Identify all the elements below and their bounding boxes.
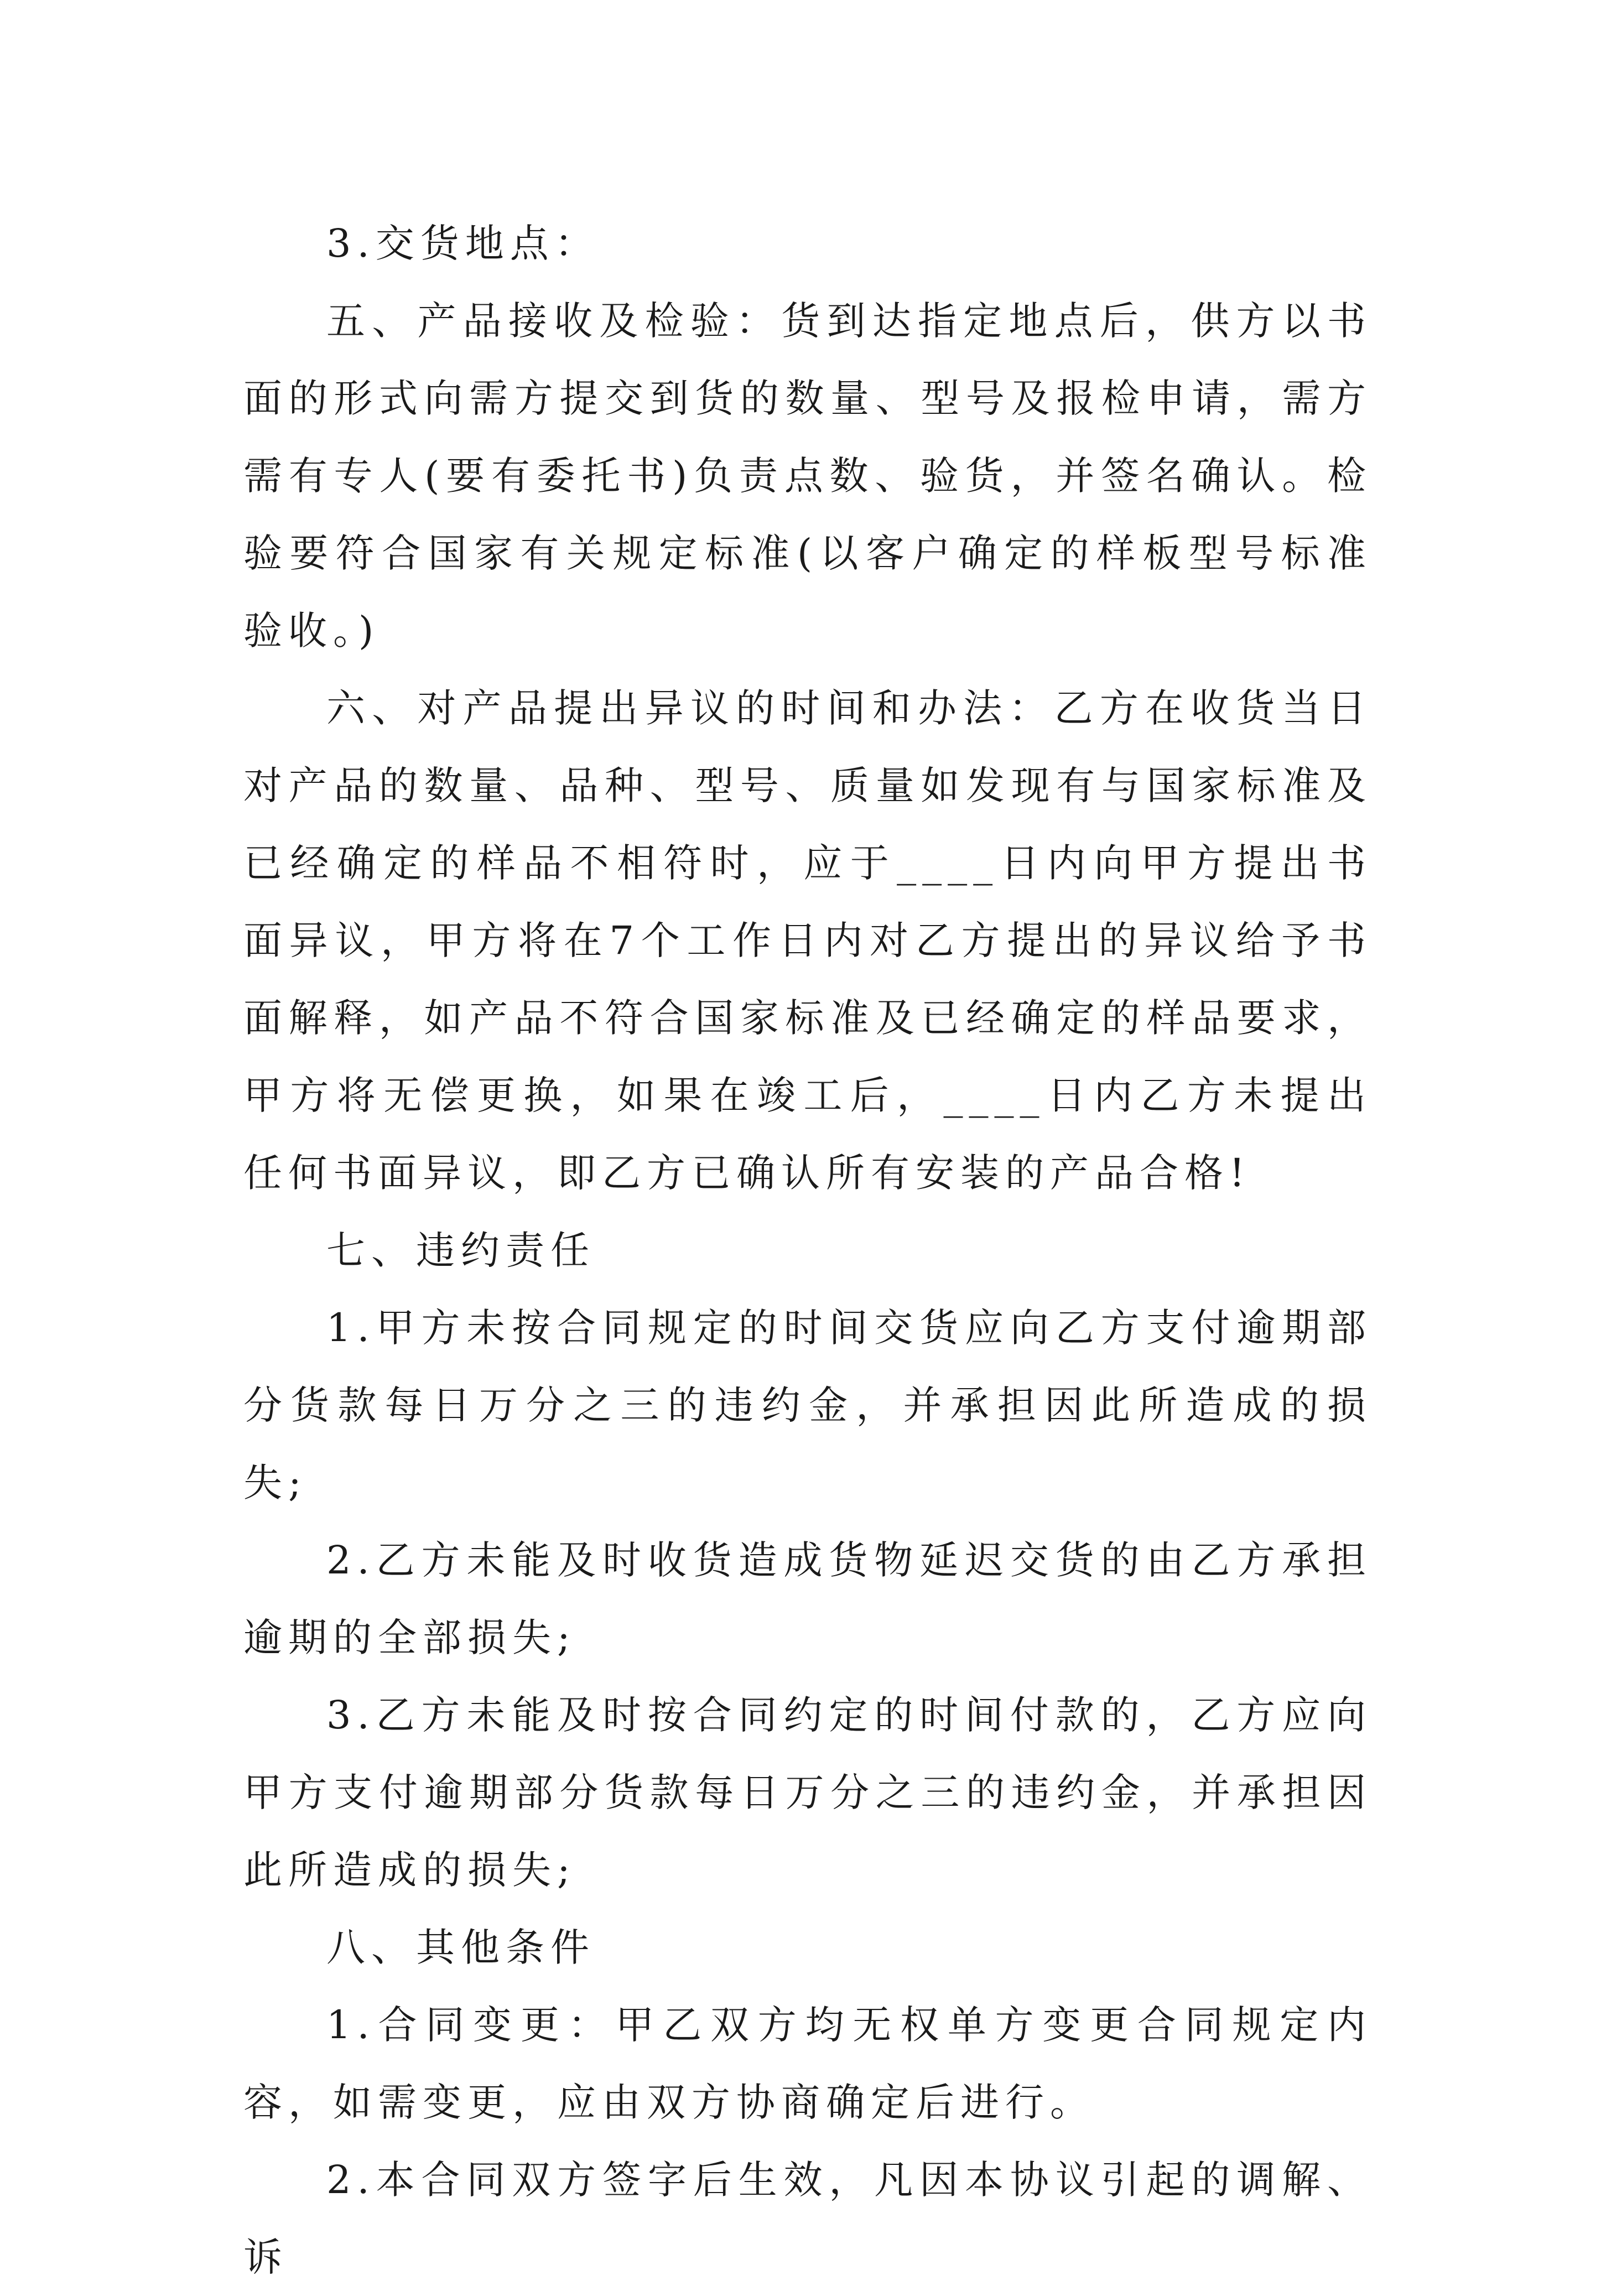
paragraph-breach-item-2: 2.乙方未能及时收货造成货物延迟交货的由乙方承担逾期的全部损失; bbox=[243, 1537, 1372, 1660]
paragraph-other-item-1: 1.合同变更：甲乙双方均无权单方变更合同规定内容，如需变更，应由双方协商确定后进行。 bbox=[243, 2002, 1372, 2125]
contract-body bbox=[243, 205, 1372, 2296]
section-heading-other-terms: 八、其他条件 bbox=[326, 1925, 595, 1970]
paragraph-breach-item-1: 1.甲方未按合同规定的时间交货应向乙方支付逾期部分货款每日万分之三的违约金，并承担因此所造成的损失; bbox=[243, 1305, 1372, 1505]
paragraph-objection-procedure: 六、对产品提出异议的时间和办法：乙方在收货当日对产品的数量、品种、型号、质量如发现有与国家标准及已经确定的样品不相符时，应于____日内向甲方提出书面异议，甲方将在7个工作日内对乙方提出的异议给予书面解释，如产品不符合国家标准及已经确定的样品要求，甲方将无偿更换，如果在竣工后，____日内乙方未提出任何书面异议，即乙方已确认所有安装的产品合格! bbox=[243, 685, 1372, 1196]
paragraph-acceptance-inspection: 五、产品接收及检验：货到达指定地点后，供方以书面的形式向需方提交到货的数量、型号及报检申请，需方需有专人(要有委托书)负责点数、验货，并签名确认。检验要符合国家有关规定标准(以客户确定的样板型号标准验收。) bbox=[243, 298, 1372, 653]
paragraph-breach-item-3: 3.乙方未能及时按合同约定的时间付款的，乙方应向甲方支付逾期部分货款每日万分之三的违约金，并承担因此所造成的损失; bbox=[243, 1692, 1372, 1893]
paragraph-delivery-location: 3.交货地点： bbox=[326, 221, 600, 266]
paragraph-other-item-2: 2.本合同双方签字后生效，凡因本协议引起的调解、诉 bbox=[243, 2157, 1372, 2280]
section-heading-breach: 七、违约责任 bbox=[326, 1228, 595, 1273]
